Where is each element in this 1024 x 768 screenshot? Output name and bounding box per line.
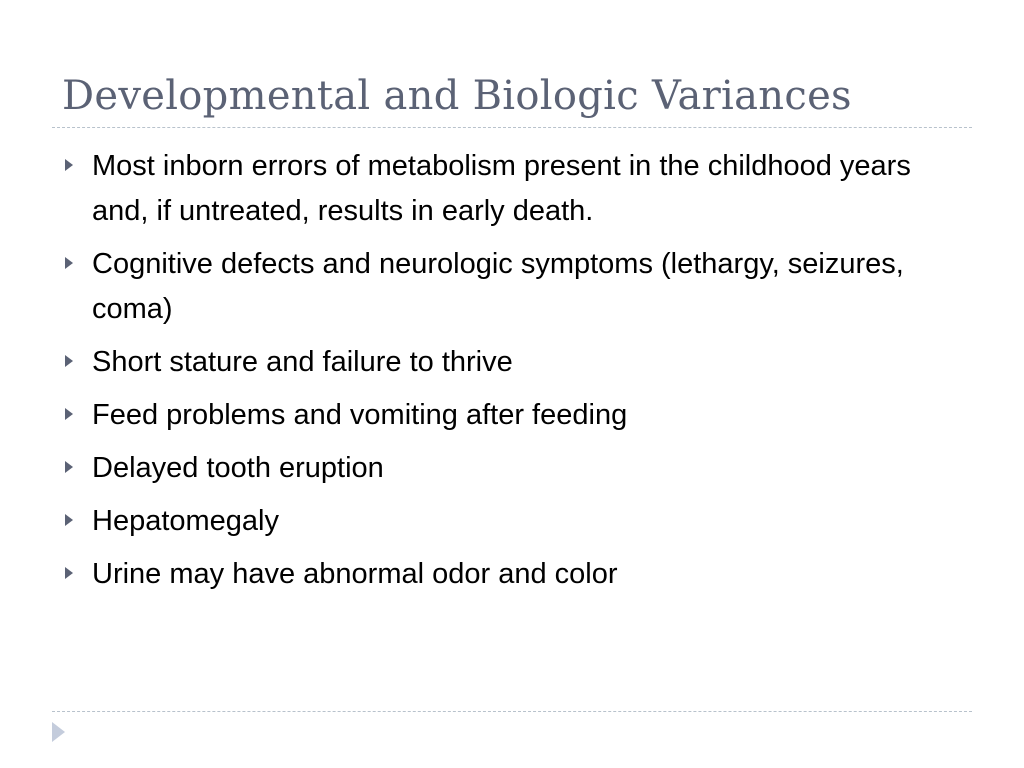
bullet-item <box>62 340 962 385</box>
slide-title: Developmental and Biologic Variances <box>62 73 852 119</box>
bullet-text: Feed problems and vomiting after feeding <box>92 399 628 431</box>
triangle-bullet-icon <box>65 461 73 473</box>
next-slide-arrow-icon[interactable] <box>52 722 65 742</box>
bullet-text: Hepatomegaly <box>92 505 279 537</box>
triangle-bullet-icon <box>65 567 73 579</box>
bullet-item <box>62 242 962 332</box>
title-divider <box>52 127 972 128</box>
bullet-item <box>62 446 962 491</box>
bullet-item <box>62 552 962 597</box>
bullet-text: Delayed tooth eruption <box>92 452 384 484</box>
footer-divider <box>52 711 972 712</box>
bullet-text: Urine may have abnormal odor and color <box>92 558 618 590</box>
triangle-bullet-icon <box>65 355 73 367</box>
triangle-bullet-icon <box>65 257 73 269</box>
triangle-bullet-icon <box>65 514 73 526</box>
bullet-text: Most inborn errors of metabolism present in the childhood years and, if untreated, results in early death. <box>92 150 911 227</box>
bullet-text: Short stature and failure to thrive <box>92 346 513 378</box>
bullet-item <box>62 499 962 544</box>
bullet-item <box>62 144 962 234</box>
bullet-text: Cognitive defects and neurologic symptoms (lethargy, seizures, coma) <box>92 248 904 325</box>
bullet-item <box>62 393 962 438</box>
triangle-bullet-icon <box>65 159 73 171</box>
triangle-bullet-icon <box>65 408 73 420</box>
bullet-list <box>62 144 962 605</box>
